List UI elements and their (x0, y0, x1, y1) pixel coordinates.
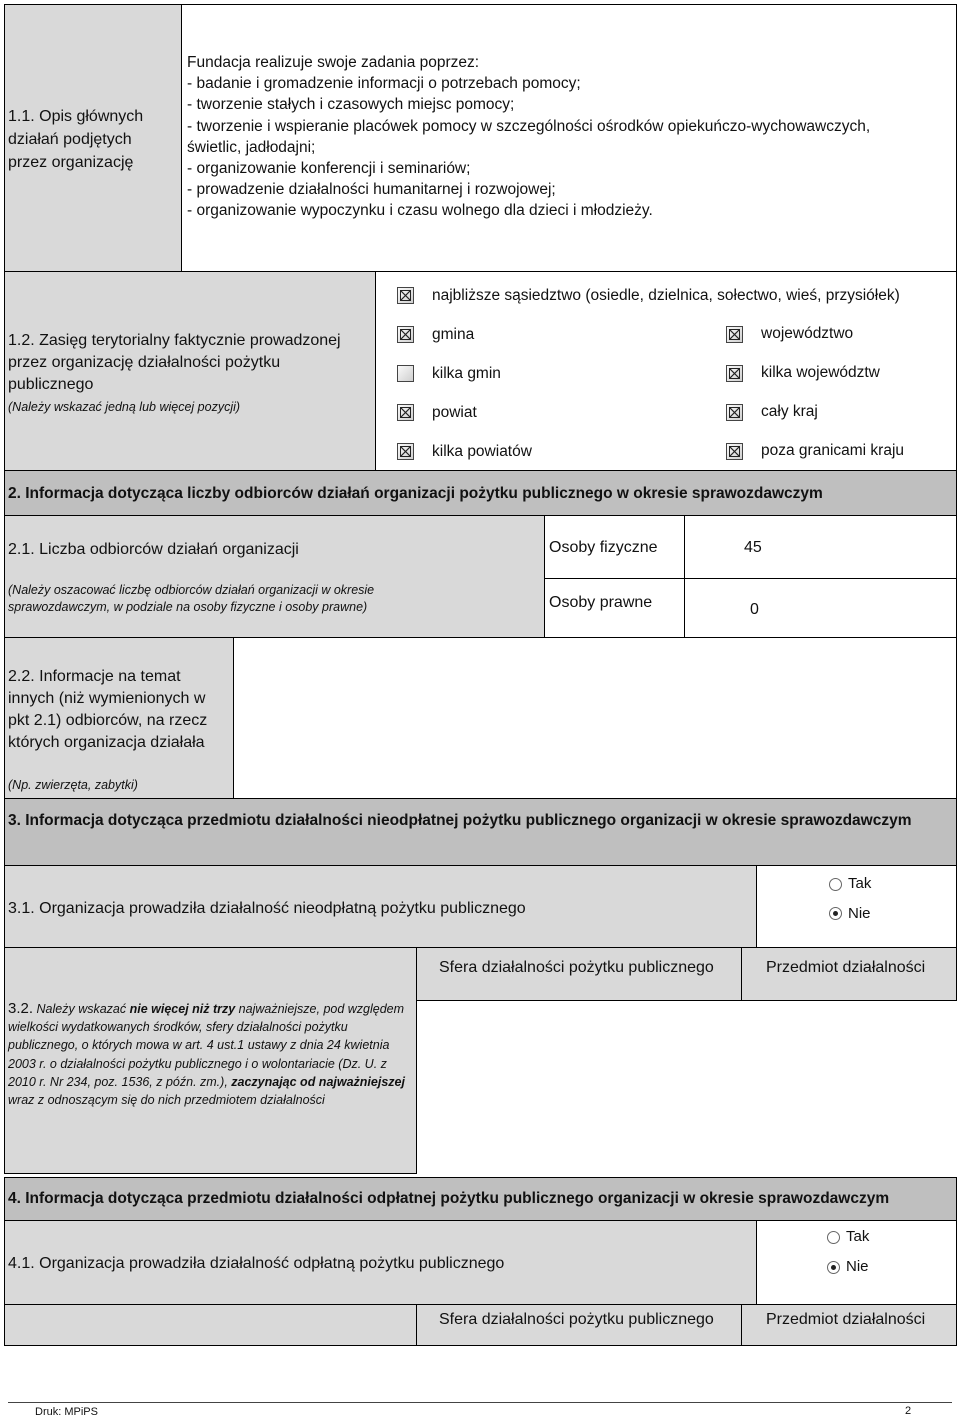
s12-label: 1.2. Zasięg terytorialny faktycznie prowadzonej przez organizację działalności pożytku publicznego (8, 332, 341, 393)
s12-label-cell (4, 271, 376, 471)
s3-header (4, 798, 957, 866)
s42-przedmiot-header (741, 1304, 957, 1346)
prawne-value[interactable]: 0 (750, 601, 759, 618)
s32-note-part: Należy wskazać (36, 1002, 130, 1016)
label-kilka-powiatow: kilka powiatów (432, 443, 532, 460)
s11-content-cell (181, 4, 957, 272)
checkbox-caly-kraj[interactable] (726, 404, 743, 421)
label-sasiedztwo: najbliższe sąsiedztwo (osiedle, dzielnica, sołectwo, wieś, przysiółek) (432, 287, 900, 304)
s32-sfera-header (416, 947, 742, 1001)
s11-label: 1.1. Opis głównych działań podjętych przez organizację (8, 108, 144, 172)
s42-sfera-header (416, 1304, 742, 1346)
s11-label-cell (4, 4, 182, 272)
label-powiat: powiat (432, 404, 477, 421)
checkbox-gmina[interactable] (397, 326, 414, 343)
s11-content (187, 52, 870, 222)
footer-rule (8, 1402, 952, 1403)
s11-line: - prowadzenie działalności humanitarnej i rozwojowej; (187, 181, 556, 199)
s42-sfera-label: Sfera działalności pożytku publicznego (439, 1311, 714, 1328)
label-kilka-wojewodztw: kilka województw (761, 364, 880, 381)
s31-radio-tak[interactable] (829, 878, 842, 891)
s11-line: świetlic, jadłodajni; (187, 138, 316, 156)
checkbox-sasiedztwo[interactable] (397, 287, 414, 304)
s11-line: - organizowanie konferencji i seminariów; (187, 160, 471, 178)
label-kilka-gmin: kilka gmin (432, 365, 501, 382)
s32-note-part: najważniejsze, pod względem wielkości wydatkowanych środków, sfery działalności pożytku publicznego, o których mowa w art. 4 ust.1 ustawy z dnia 24 kwietnia 2003 r. o działalności pożytku publicznego i o wolontariacie (Dz. U. z 2010 r. Nr 234, poz. 1536, z późn. zm.), (8, 1002, 405, 1089)
checkbox-kilka-wojewodztw[interactable] (726, 365, 743, 382)
s32-note (8, 1000, 413, 1109)
s11-line: - organizowanie wypoczynku i czasu wolnego dla dzieci i młodzieży. (187, 202, 653, 220)
s31-label-nie: Nie (848, 905, 871, 922)
checkbox-kilka-powiatow[interactable] (397, 443, 414, 460)
s42-przedmiot-label: Przedmiot działalności (766, 1311, 926, 1328)
checkbox-poza-granicami[interactable] (726, 443, 743, 460)
s41-label-cell (4, 1220, 757, 1305)
fizyczne-label: Osoby fizyczne (549, 539, 658, 556)
s32-label-cell (4, 947, 417, 1174)
s3-header-text: 3. Informacja dotycząca przedmiotu działalności nieodpłatnej pożytku publicznego organizacji w okresie sprawozdawczym (8, 812, 912, 829)
s31-radio-nie[interactable] (829, 907, 842, 920)
footer-left: Druk: MPiPS (35, 1406, 98, 1418)
prawne-label: Osoby prawne (549, 594, 653, 611)
s2-header (4, 470, 957, 516)
s22-note: (Np. zwierzęta, zabytki) (8, 778, 138, 792)
s4-header-text: 4. Informacja dotycząca przedmiotu działalności odpłatnej pożytku publicznego organizacji w okresie sprawozdawczym (8, 1190, 890, 1207)
s32-num: 3.2. (8, 1000, 34, 1017)
s41-radio-nie[interactable] (827, 1261, 840, 1274)
s4-header (4, 1177, 957, 1221)
s21-note: (Należy oszacować liczbę odbiorców działań organizacji w okresie sprawozdawczym, w podziale na osoby fizyczne i osoby prawne) (8, 583, 375, 614)
checkbox-wojewodztwo[interactable] (726, 326, 743, 343)
s32-przedmiot-header (741, 947, 957, 1001)
s32-note-part: zaczynając od najważniejszej (231, 1074, 405, 1089)
s31-label-cell (4, 865, 757, 948)
s41-label-tak: Tak (846, 1228, 870, 1245)
fizyczne-value[interactable]: 45 (744, 539, 762, 556)
s11-line: - tworzenie i wspieranie placówek pomocy w szczególności ośrodków opiekuńczo-wychowawczych, (187, 117, 871, 135)
checkbox-kilka-gmin[interactable] (397, 365, 414, 382)
s32-sfera-label: Sfera działalności pożytku publicznego (439, 959, 714, 976)
s32-przedmiot-label: Przedmiot działalności (766, 959, 926, 976)
s32-note-part: nie więcej niż trzy (129, 1002, 236, 1016)
s22-label-cell (4, 637, 234, 799)
s12-note: (Należy wskazać jedną lub więcej pozycji) (8, 400, 241, 414)
footer-page: 2 (905, 1405, 912, 1417)
label-caly-kraj: cały kraj (761, 403, 818, 420)
fizyczne-value-cell (684, 515, 957, 579)
s2-header-text: 2. Informacja dotycząca liczby odbiorców działań organizacji pożytku publicznego w okresie sprawozdawczym (8, 485, 823, 502)
s41-label: 4.1. Organizacja prowadziła działalność odpłatną pożytku publicznego (8, 1255, 505, 1272)
fizyczne-label-cell (544, 515, 685, 579)
s11-line: Fundacja realizuje swoje zadania poprzez: (187, 54, 480, 71)
s11-line: - tworzenie stałych i czasowych miejsc pomocy; (187, 96, 515, 114)
s31-label-tak: Tak (848, 875, 872, 892)
checkbox-powiat[interactable] (397, 404, 414, 421)
s31-label: 3.1. Organizacja prowadziła działalność nieodpłatną pożytku publicznego (8, 900, 526, 917)
s32-values-area[interactable] (417, 1001, 957, 1173)
label-wojewodztwo: województwo (761, 325, 854, 342)
s21-label: 2.1. Liczba odbiorców działań organizacji (8, 541, 299, 558)
s22-value-cell[interactable] (233, 637, 957, 799)
label-poza-granicami: poza granicami kraju (761, 442, 905, 459)
prawne-label-cell (544, 578, 685, 638)
s21-label-cell (4, 515, 545, 638)
s42-left-cell (4, 1304, 417, 1346)
s41-label-nie: Nie (846, 1258, 869, 1275)
prawne-value-cell (684, 578, 957, 638)
s11-line: - badanie i gromadzenie informacji o potrzebach pomocy; (187, 75, 581, 93)
s22-label: 2.2. Informacje na temat innych (niż wymienionych w pkt 2.1) odbiorców, na rzecz których organizacja działała (8, 668, 208, 751)
label-gmina: gmina (432, 326, 475, 343)
s32-note-part: wraz z odnoszącym się do nich przedmiotem działalności (8, 1093, 325, 1108)
s41-radio-tak[interactable] (827, 1231, 840, 1244)
